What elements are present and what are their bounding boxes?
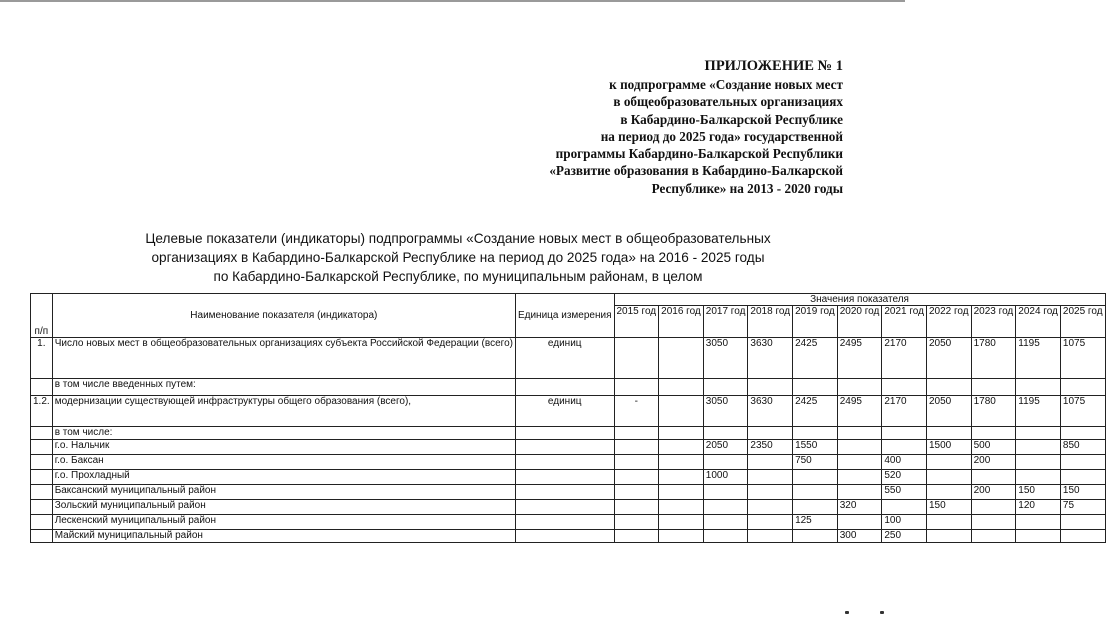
table-row bbox=[31, 455, 1106, 470]
value-cell bbox=[703, 530, 748, 543]
value-cell bbox=[614, 485, 659, 500]
table-row bbox=[31, 440, 1106, 455]
value-cell bbox=[971, 379, 1016, 396]
value-cell: 1780 bbox=[971, 338, 1016, 379]
value-cell bbox=[926, 530, 971, 543]
value-cell: 75 bbox=[1060, 500, 1105, 515]
value-cell bbox=[703, 485, 748, 500]
value-cell bbox=[703, 515, 748, 530]
value-cell: 2050 bbox=[703, 440, 748, 455]
value-cell: 200 bbox=[971, 455, 1016, 470]
value-cell bbox=[971, 427, 1016, 440]
value-cell: 1195 bbox=[1016, 338, 1061, 379]
scan-top-edge bbox=[0, 0, 905, 2]
value-cell bbox=[793, 379, 838, 396]
row-unit bbox=[515, 455, 614, 470]
value-cell: 750 bbox=[793, 455, 838, 470]
header-values: Значения показателя bbox=[614, 294, 1105, 306]
scan-mark bbox=[845, 611, 849, 614]
value-cell bbox=[614, 530, 659, 543]
value-cell bbox=[614, 379, 659, 396]
row-number bbox=[31, 440, 53, 455]
value-cell bbox=[926, 379, 971, 396]
value-cell bbox=[703, 455, 748, 470]
row-unit bbox=[515, 515, 614, 530]
appendix-line: Республике» на 2013 - 2020 годы bbox=[651, 180, 843, 196]
value-cell: 250 bbox=[882, 530, 927, 543]
value-cell bbox=[1060, 379, 1105, 396]
row-unit bbox=[515, 500, 614, 515]
value-cell: 150 bbox=[1016, 485, 1061, 500]
appendix-title: ПРИЛОЖЕНИЕ № 1 bbox=[704, 58, 843, 74]
row-unit bbox=[515, 485, 614, 500]
value-cell: 150 bbox=[926, 500, 971, 515]
value-cell bbox=[614, 515, 659, 530]
value-cell: 400 bbox=[882, 455, 927, 470]
value-cell bbox=[1016, 470, 1061, 485]
value-cell bbox=[793, 500, 838, 515]
row-name: в том числе: bbox=[52, 427, 515, 440]
value-cell: 2170 bbox=[882, 396, 927, 427]
value-cell bbox=[1060, 470, 1105, 485]
row-unit bbox=[515, 379, 614, 396]
row-number bbox=[31, 427, 53, 440]
value-cell bbox=[703, 379, 748, 396]
indicators-table bbox=[30, 293, 1106, 543]
value-cell bbox=[659, 455, 704, 470]
value-cell bbox=[659, 515, 704, 530]
value-cell: 2050 bbox=[926, 338, 971, 379]
value-cell bbox=[659, 485, 704, 500]
row-number bbox=[31, 515, 53, 530]
heading-line: Целевые показатели (индикаторы) подпрограммы «Создание новых мест в общеобразовательных bbox=[145, 231, 771, 246]
header-name: Наименование показателя (индикатора) bbox=[52, 294, 515, 338]
value-cell: 300 bbox=[837, 530, 882, 543]
value-cell bbox=[971, 500, 1016, 515]
appendix-line: в Кабардино-Балкарской Республике bbox=[620, 111, 843, 127]
row-unit bbox=[515, 470, 614, 485]
value-cell: 120 bbox=[1016, 500, 1061, 515]
value-cell bbox=[659, 500, 704, 515]
value-cell bbox=[748, 500, 793, 515]
header-unit: Единица измерения bbox=[515, 294, 614, 338]
appendix-line: в общеобразовательных организациях bbox=[613, 94, 843, 110]
row-name: Баксанский муниципальный район bbox=[52, 485, 515, 500]
value-cell: 125 bbox=[793, 515, 838, 530]
value-cell bbox=[659, 440, 704, 455]
value-cell bbox=[837, 440, 882, 455]
value-cell bbox=[882, 379, 927, 396]
value-cell bbox=[926, 485, 971, 500]
row-number bbox=[31, 379, 53, 396]
row-name: Майский муниципальный район bbox=[52, 530, 515, 543]
value-cell: 1780 bbox=[971, 396, 1016, 427]
value-cell bbox=[614, 455, 659, 470]
value-cell bbox=[793, 470, 838, 485]
row-number bbox=[31, 500, 53, 515]
value-cell bbox=[748, 427, 793, 440]
value-cell bbox=[703, 500, 748, 515]
heading-line: организациях в Кабардино-Балкарской Республике на период до 2025 года» на 2016 - 2025 годы bbox=[151, 250, 765, 265]
value-cell bbox=[837, 470, 882, 485]
table-row bbox=[31, 396, 1106, 427]
value-cell bbox=[1060, 455, 1105, 470]
table-row bbox=[31, 500, 1106, 515]
value-cell bbox=[614, 427, 659, 440]
value-cell bbox=[748, 485, 793, 500]
value-cell: 2170 bbox=[882, 338, 927, 379]
value-cell: 3050 bbox=[703, 338, 748, 379]
table-row bbox=[31, 515, 1106, 530]
header-year: 2025 год bbox=[1060, 306, 1105, 338]
value-cell: 100 bbox=[882, 515, 927, 530]
header-year: 2021 год bbox=[882, 306, 927, 338]
value-cell: 1500 bbox=[926, 440, 971, 455]
value-cell bbox=[971, 515, 1016, 530]
header-year: 2024 год bbox=[1016, 306, 1061, 338]
value-cell bbox=[748, 455, 793, 470]
value-cell bbox=[837, 515, 882, 530]
value-cell bbox=[748, 515, 793, 530]
table-row bbox=[31, 427, 1106, 440]
value-cell: 1075 bbox=[1060, 396, 1105, 427]
value-cell bbox=[971, 530, 1016, 543]
value-cell bbox=[1016, 530, 1061, 543]
row-number bbox=[31, 455, 53, 470]
value-cell bbox=[1060, 515, 1105, 530]
value-cell: 520 bbox=[882, 470, 927, 485]
value-cell: 150 bbox=[1060, 485, 1105, 500]
value-cell bbox=[1060, 530, 1105, 543]
value-cell bbox=[614, 440, 659, 455]
value-cell: 850 bbox=[1060, 440, 1105, 455]
header-year: 2019 год bbox=[793, 306, 838, 338]
row-number: 1. bbox=[31, 338, 53, 379]
value-cell bbox=[926, 427, 971, 440]
value-cell bbox=[1060, 427, 1105, 440]
value-cell bbox=[793, 485, 838, 500]
value-cell: 2495 bbox=[837, 338, 882, 379]
value-cell bbox=[1016, 427, 1061, 440]
value-cell bbox=[614, 470, 659, 485]
value-cell: 1000 bbox=[703, 470, 748, 485]
value-cell: 550 bbox=[882, 485, 927, 500]
row-name: в том числе введенных путем: bbox=[52, 379, 515, 396]
value-cell bbox=[837, 379, 882, 396]
row-name: г.о. Прохладный bbox=[52, 470, 515, 485]
value-cell: 2425 bbox=[793, 338, 838, 379]
value-cell: 320 bbox=[837, 500, 882, 515]
value-cell bbox=[1016, 515, 1061, 530]
value-cell bbox=[971, 470, 1016, 485]
value-cell: 200 bbox=[971, 485, 1016, 500]
row-name: г.о. Баксан bbox=[52, 455, 515, 470]
value-cell bbox=[614, 500, 659, 515]
heading-line: по Кабардино-Балкарской Республике, по муниципальным районам, в целом bbox=[213, 269, 703, 284]
value-cell bbox=[882, 500, 927, 515]
value-cell bbox=[837, 485, 882, 500]
value-cell: 1195 bbox=[1016, 396, 1061, 427]
value-cell: 2495 bbox=[837, 396, 882, 427]
value-cell bbox=[926, 455, 971, 470]
appendix-line: программы Кабардино-Балкарской Республики bbox=[555, 146, 843, 162]
value-cell bbox=[882, 440, 927, 455]
header-num: п/п bbox=[31, 294, 53, 338]
row-unit: единиц bbox=[515, 396, 614, 427]
value-cell: 2425 bbox=[793, 396, 838, 427]
value-cell bbox=[659, 338, 704, 379]
row-number bbox=[31, 470, 53, 485]
value-cell: 2050 bbox=[926, 396, 971, 427]
value-cell bbox=[659, 530, 704, 543]
value-cell bbox=[793, 530, 838, 543]
header-year: 2020 год bbox=[837, 306, 882, 338]
table-row bbox=[31, 485, 1106, 500]
header-year: 2022 год bbox=[926, 306, 971, 338]
value-cell bbox=[926, 470, 971, 485]
row-number bbox=[31, 485, 53, 500]
row-unit: единиц bbox=[515, 338, 614, 379]
value-cell bbox=[882, 427, 927, 440]
row-number: 1.2. bbox=[31, 396, 53, 427]
row-number bbox=[31, 530, 53, 543]
table-row bbox=[31, 338, 1106, 379]
value-cell bbox=[1016, 379, 1061, 396]
row-name: модернизации существующей инфраструктуры общего образования (всего), bbox=[52, 396, 515, 427]
row-unit bbox=[515, 530, 614, 543]
row-name: Число новых мест в общеобразовательных организациях субъекта Российской Федерации (всего) bbox=[52, 338, 515, 379]
value-cell: - bbox=[614, 396, 659, 427]
value-cell bbox=[1016, 440, 1061, 455]
value-cell bbox=[659, 396, 704, 427]
appendix-line: «Развитие образования в Кабардино-Балкарской bbox=[549, 163, 843, 179]
value-cell: 3050 bbox=[703, 396, 748, 427]
scan-mark bbox=[880, 611, 884, 614]
value-cell bbox=[926, 515, 971, 530]
value-cell: 2350 bbox=[748, 440, 793, 455]
value-cell bbox=[659, 379, 704, 396]
value-cell bbox=[837, 427, 882, 440]
value-cell: 3630 bbox=[748, 396, 793, 427]
value-cell: 1075 bbox=[1060, 338, 1105, 379]
value-cell bbox=[614, 338, 659, 379]
table-row bbox=[31, 470, 1106, 485]
value-cell: 500 bbox=[971, 440, 1016, 455]
value-cell: 1550 bbox=[793, 440, 838, 455]
appendix-line: на период до 2025 года» государственной bbox=[600, 128, 843, 144]
value-cell bbox=[748, 470, 793, 485]
value-cell: 3630 bbox=[748, 338, 793, 379]
value-cell bbox=[1016, 455, 1061, 470]
value-cell bbox=[659, 470, 704, 485]
row-unit bbox=[515, 440, 614, 455]
appendix-line: к подпрограмме «Создание новых мест bbox=[609, 77, 843, 92]
row-name: г.о. Нальчик bbox=[52, 440, 515, 455]
table-row bbox=[31, 379, 1106, 396]
value-cell bbox=[748, 530, 793, 543]
header-year: 2016 год bbox=[659, 306, 704, 338]
header-year: 2023 год bbox=[971, 306, 1016, 338]
value-cell bbox=[748, 379, 793, 396]
value-cell bbox=[793, 427, 838, 440]
appendix-block bbox=[549, 57, 843, 197]
table-heading bbox=[128, 229, 788, 286]
value-cell bbox=[703, 427, 748, 440]
row-unit bbox=[515, 427, 614, 440]
header-year: 2015 год bbox=[614, 306, 659, 338]
header-year: 2017 год bbox=[703, 306, 748, 338]
row-name: Лескенский муниципальный район bbox=[52, 515, 515, 530]
row-name: Зольский муниципальный район bbox=[52, 500, 515, 515]
value-cell bbox=[837, 455, 882, 470]
value-cell bbox=[659, 427, 704, 440]
table-row bbox=[31, 530, 1106, 543]
header-year: 2018 год bbox=[748, 306, 793, 338]
